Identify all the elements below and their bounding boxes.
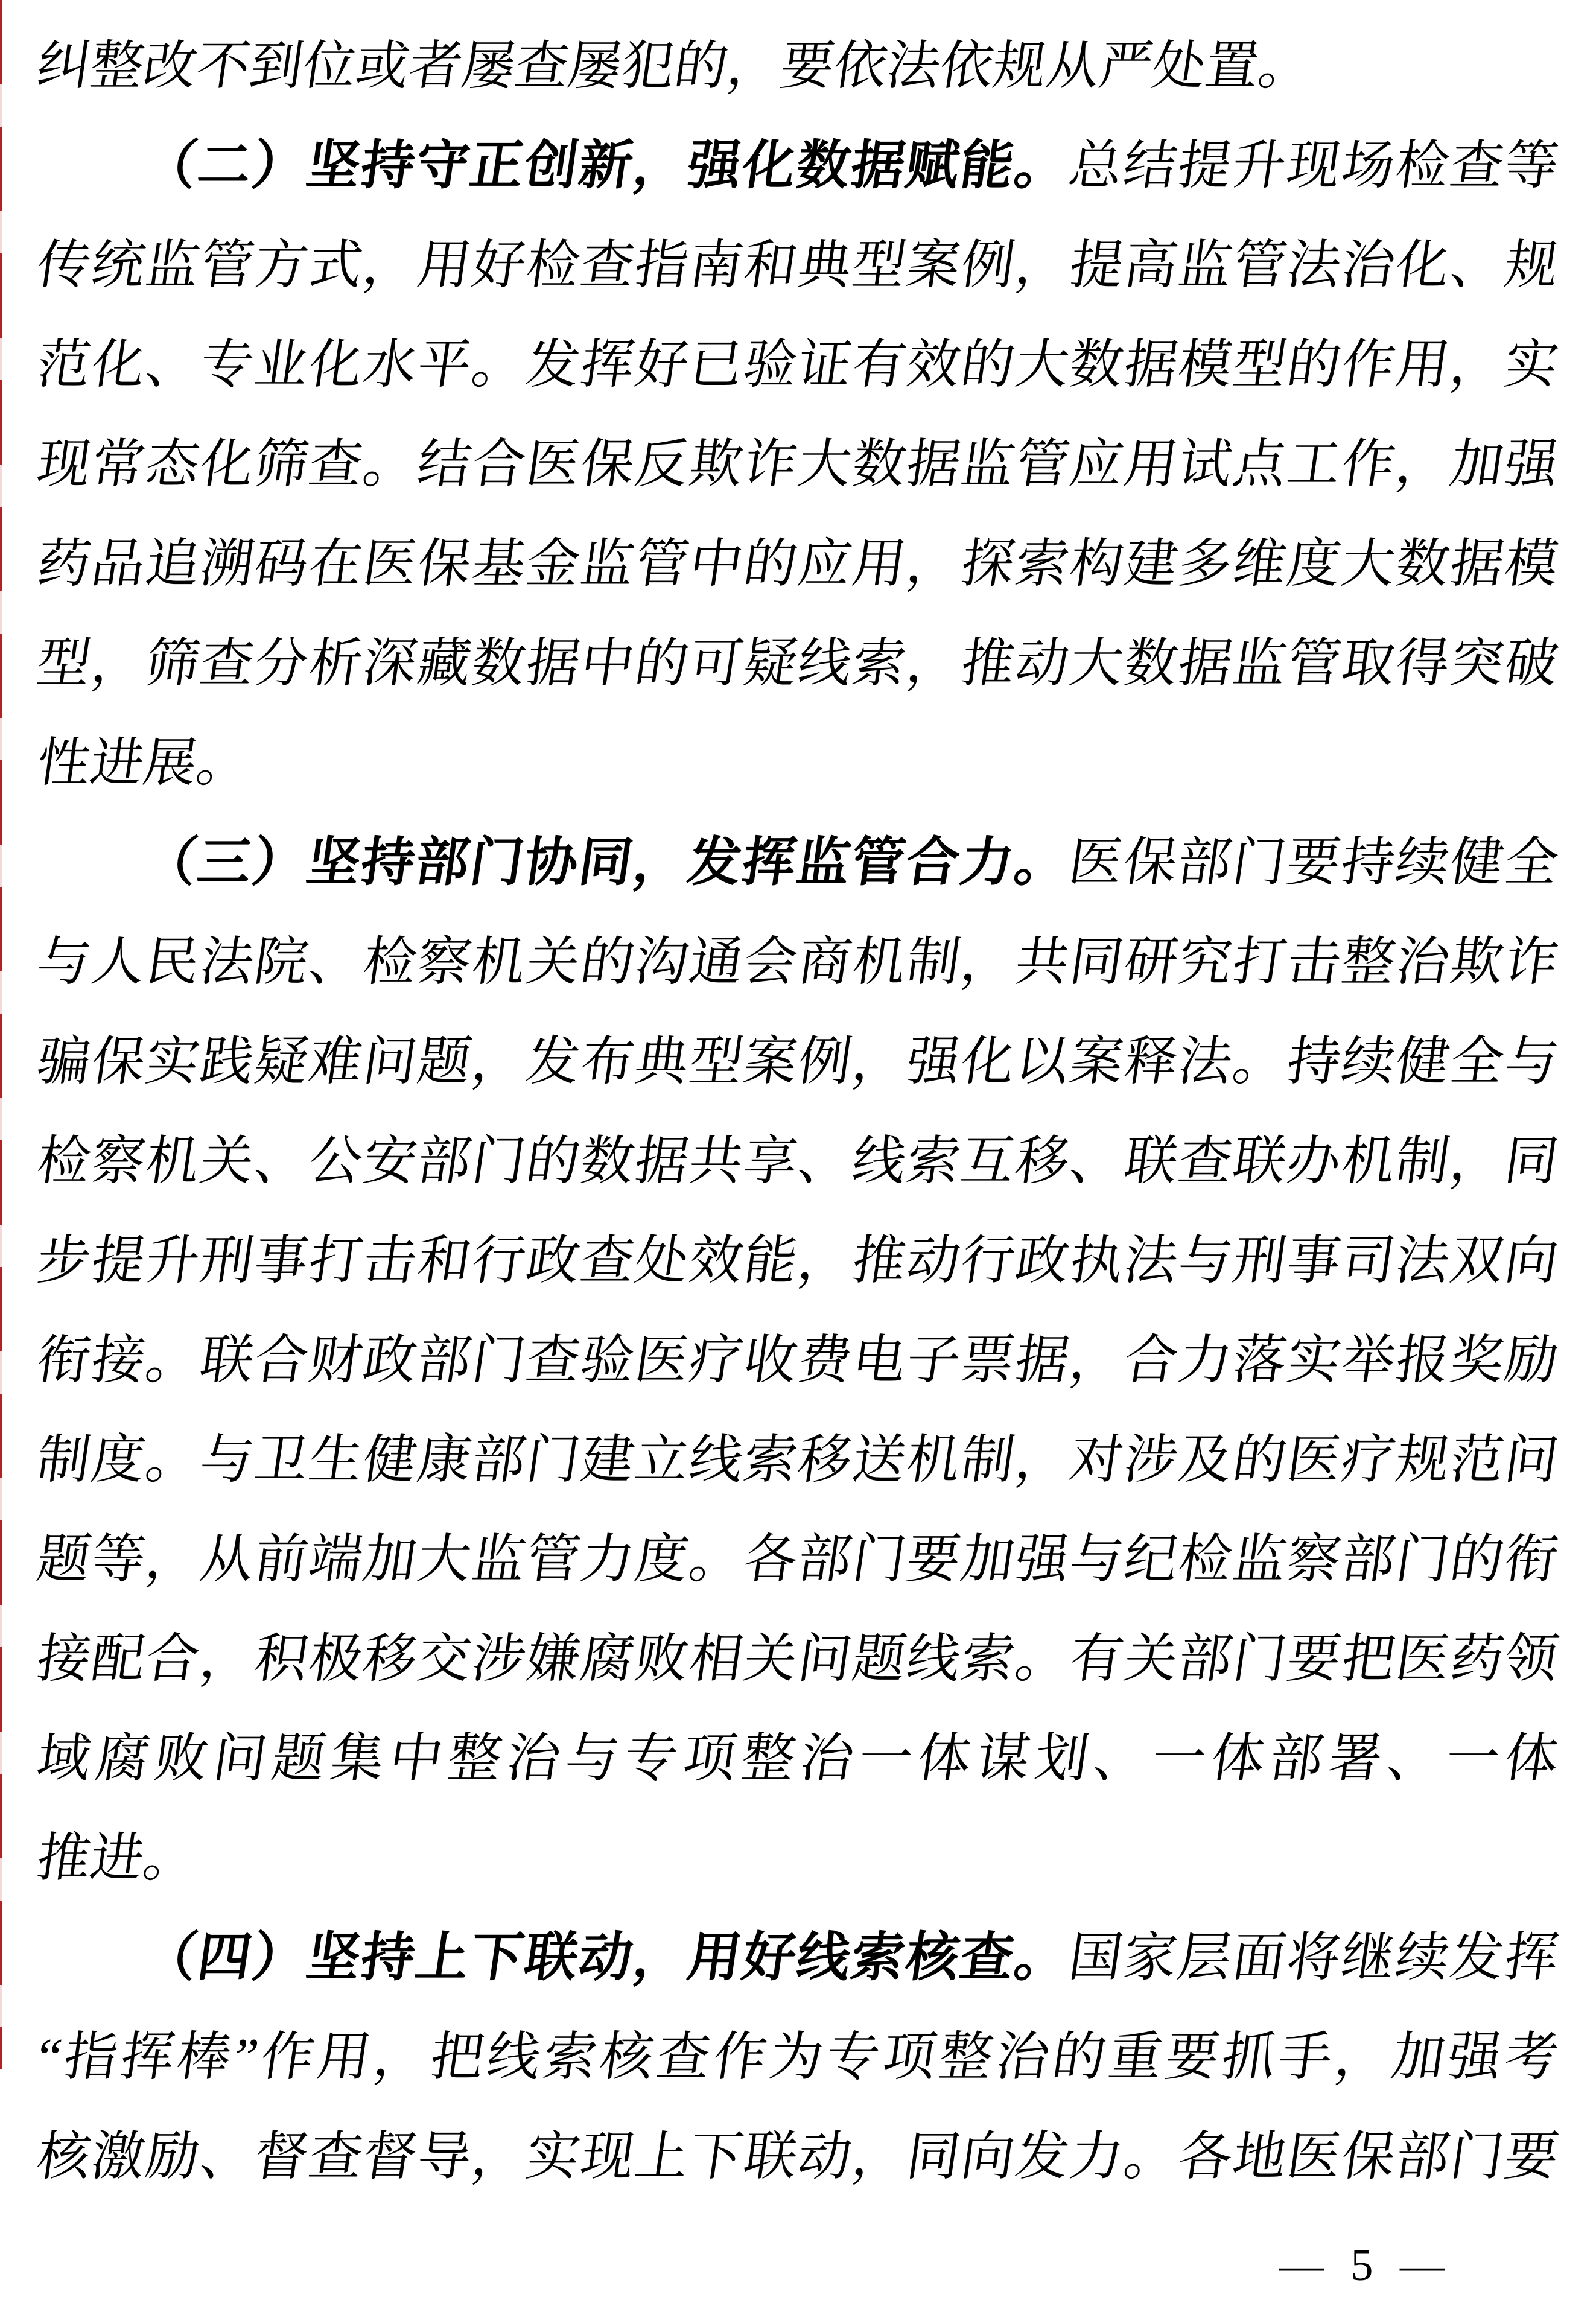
scan-edge-artifact	[0, 0, 2, 2069]
body-text: “指挥棒”作用，把线索核查作为专项整治的重要抓手，加强考	[33, 2028, 1562, 2087]
body-text: 现常态化筛查。结合医保反欺诈大数据监管应用试点工作，加强	[33, 436, 1562, 494]
body-text: 衔接。联合财政部门查验医疗收费电子票据，合力落实举报奖励	[33, 1332, 1562, 1390]
text-line	[30, 1311, 1565, 1411]
body-text: 药品追溯码在医保基金监管中的应用，探索构建多维度大数据模	[33, 535, 1562, 594]
text-line	[30, 1809, 1565, 1908]
heading-text: （三）坚持部门协同，发挥监管合力。	[139, 834, 1073, 892]
body-text: 纠整改不到位或者屡查屡犯的，要依法依规从严处置。	[33, 37, 1316, 96]
text-line	[30, 116, 1565, 216]
body-text: 性进展。	[33, 734, 254, 793]
body-text: 骗保实践疑难问题，发布典型案例，强化以案释法。持续健全与	[33, 1033, 1562, 1091]
body-text: 医保部门要持续健全	[1065, 834, 1562, 892]
text-line	[30, 216, 1565, 316]
text-line	[30, 17, 1565, 116]
body-text: 传统监管方式，用好检查指南和典型案例，提高监管法治化、规	[33, 237, 1562, 295]
document-body	[33, 17, 1562, 2207]
body-text: 与人民法院、检察机关的沟通会商机制，共同研究打击整治欺诈	[33, 933, 1562, 992]
body-text: 题等，从前端加大监管力度。各部门要加强与纪检监察部门的衔	[33, 1531, 1562, 1589]
text-line	[30, 1610, 1565, 1709]
text-line	[30, 714, 1565, 813]
body-text: 域腐败问题集中整治与专项整治一体谋划、一体部署、一体	[33, 1730, 1562, 1788]
body-text: 总结提升现场检查等	[1065, 137, 1562, 195]
text-line	[30, 515, 1565, 614]
body-text: 步提升刑事打击和行政查处效能，推动行政执法与刑事司法双向	[33, 1232, 1562, 1291]
text-line	[30, 614, 1565, 714]
text-line	[30, 415, 1565, 515]
text-line	[30, 2008, 1565, 2107]
body-text: 范化、专业化水平。发挥好已验证有效的大数据模型的作用，实	[33, 336, 1562, 395]
body-text: 检察机关、公安部门的数据共享、线索互移、联查联办机制，同	[33, 1132, 1562, 1191]
body-text: 型，筛查分析深藏数据中的可疑线索，推动大数据监管取得突破	[33, 635, 1562, 693]
text-line	[30, 1510, 1565, 1610]
body-text: 接配合，积极移交涉嫌腐败相关问题线索。有关部门要把医药领	[33, 1630, 1562, 1689]
page-number: — 5 —	[1279, 2241, 1445, 2290]
body-text: 核激励、督查督导，实现上下联动，同向发力。各地医保部门要	[33, 2128, 1562, 2186]
body-text: 推进。	[33, 1829, 201, 1888]
text-line	[30, 1012, 1565, 1112]
heading-text: （二）坚持守正创新，强化数据赋能。	[139, 137, 1073, 195]
body-text: 国家层面将继续发挥	[1065, 1929, 1562, 1987]
text-line	[30, 1112, 1565, 1211]
body-text: 制度。与卫生健康部门建立线索移送机制，对涉及的医疗规范问	[33, 1431, 1562, 1490]
text-line	[30, 316, 1565, 415]
text-line	[30, 1211, 1565, 1311]
text-line	[30, 2107, 1565, 2207]
heading-text: （四）坚持上下联动，用好线索核查。	[139, 1929, 1073, 1987]
text-line	[30, 813, 1565, 913]
text-line	[30, 1908, 1565, 2008]
text-line	[30, 1411, 1565, 1510]
text-line	[30, 913, 1565, 1012]
text-line	[30, 1709, 1565, 1809]
